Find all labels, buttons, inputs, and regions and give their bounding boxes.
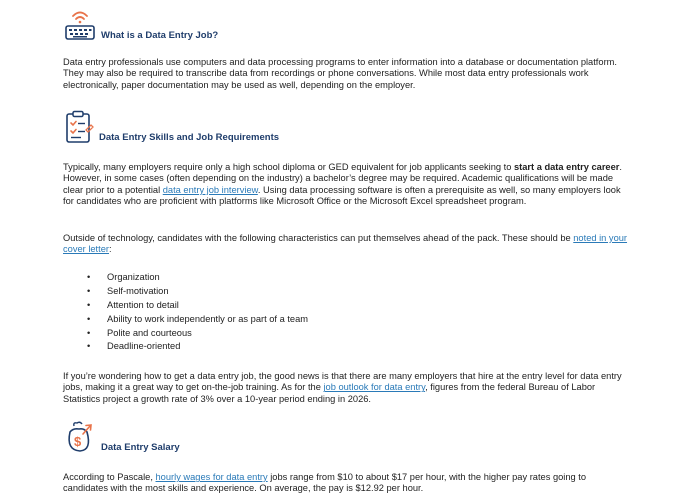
clipboard-checklist-icon: [64, 110, 94, 144]
text-run: . Using data processing software is often a prerequisite as well, so many employers look for candidates who are proficient with platforms like Microsoft Office or the Microsoft Excel spreadsheet program.: [63, 184, 621, 207]
text-run: According to Pascale,: [63, 472, 156, 482]
section-header-salary: [64, 420, 180, 454]
skills-bullet-list: [63, 271, 308, 354]
skills-paragraph-2: [63, 233, 629, 256]
section-header-skills: [64, 110, 279, 144]
list-item: [63, 271, 308, 285]
list-item: [63, 285, 308, 299]
bullet-icon: •: [87, 327, 91, 338]
interview-link[interactable]: data entry job interview: [162, 184, 258, 195]
text-run: If you’re wondering how to get a data entry job, the good news is that there are many employers that hire at the entry level for data entry jobs, making it a great way to get on-the-job training. As for the: [63, 371, 622, 393]
list-item-text: Ability to work independently or as part of a team: [107, 313, 309, 324]
section-title: Data Entry Salary: [101, 442, 180, 453]
list-item: [63, 340, 308, 354]
svg-text:$: $: [74, 434, 82, 449]
text-run: Typically, many employers require only a high school diploma or GED equivalent for job applicants seeking to: [63, 162, 514, 172]
job-outlook-link[interactable]: job outlook for data entry: [323, 382, 426, 393]
list-item-text: Attention to detail: [107, 299, 179, 310]
list-item-text: Self-motivation: [107, 285, 169, 296]
list-item-text: Polite and courteous: [107, 327, 192, 338]
salary-paragraph: [63, 472, 629, 495]
skills-paragraph-3: [63, 371, 629, 405]
text-run: :: [109, 244, 112, 255]
keyboard-wifi-icon: [64, 8, 96, 42]
bullet-icon: •: [87, 313, 91, 324]
list-item-text: Deadline-oriented: [107, 341, 181, 352]
bullet-icon: •: [87, 285, 91, 296]
section-title: Data Entry Skills and Job Requirements: [99, 132, 280, 143]
text-run: jobs range from $10 to about $17 per hour, with the higher pay rates going to candidates with the most skills and experience. On average, the pay is $12.92 per hour.: [63, 472, 587, 494]
skills-paragraph-1: [63, 162, 629, 208]
section-title: What is a Data Entry Job?: [101, 30, 219, 41]
bullet-icon: •: [87, 299, 91, 310]
bullet-icon: •: [87, 272, 91, 282]
list-item-text: Organization: [107, 272, 160, 282]
bullet-icon: •: [87, 341, 91, 352]
list-item: [63, 327, 308, 341]
text-run: . However, in some cases (often depending on the industry) a bachelor’s degree may be required. Academic qualifications will be made clear prior to a potential: [63, 162, 622, 195]
text-run: Outside of technology, candidates with the following characteristics can put themselves ahead of the pack. These should be: [63, 233, 574, 243]
job-paragraph: Data entry professionals use computers and data processing programs to enter information into a database or documentation platform. They may also be required to transcribe data from recordings or phone conversations. While most data entry professionals work electronically, paper documentation may be used as well, depending on the employer.: [63, 57, 617, 90]
cover-letter-link[interactable]: noted in your cover letter: [63, 233, 628, 255]
hourly-wages-link[interactable]: hourly wages for data entry: [155, 472, 268, 482]
list-item: [63, 313, 308, 327]
money-growth-icon: [64, 420, 96, 454]
list-item: [63, 299, 308, 313]
section-header-job: [64, 8, 218, 42]
text-run: , figures from the federal Bureau of Labor Statistics project a growth rate of 3% over a 10-year period ending in 2026.: [63, 382, 596, 404]
bold-text: start a data entry career: [513, 162, 620, 172]
